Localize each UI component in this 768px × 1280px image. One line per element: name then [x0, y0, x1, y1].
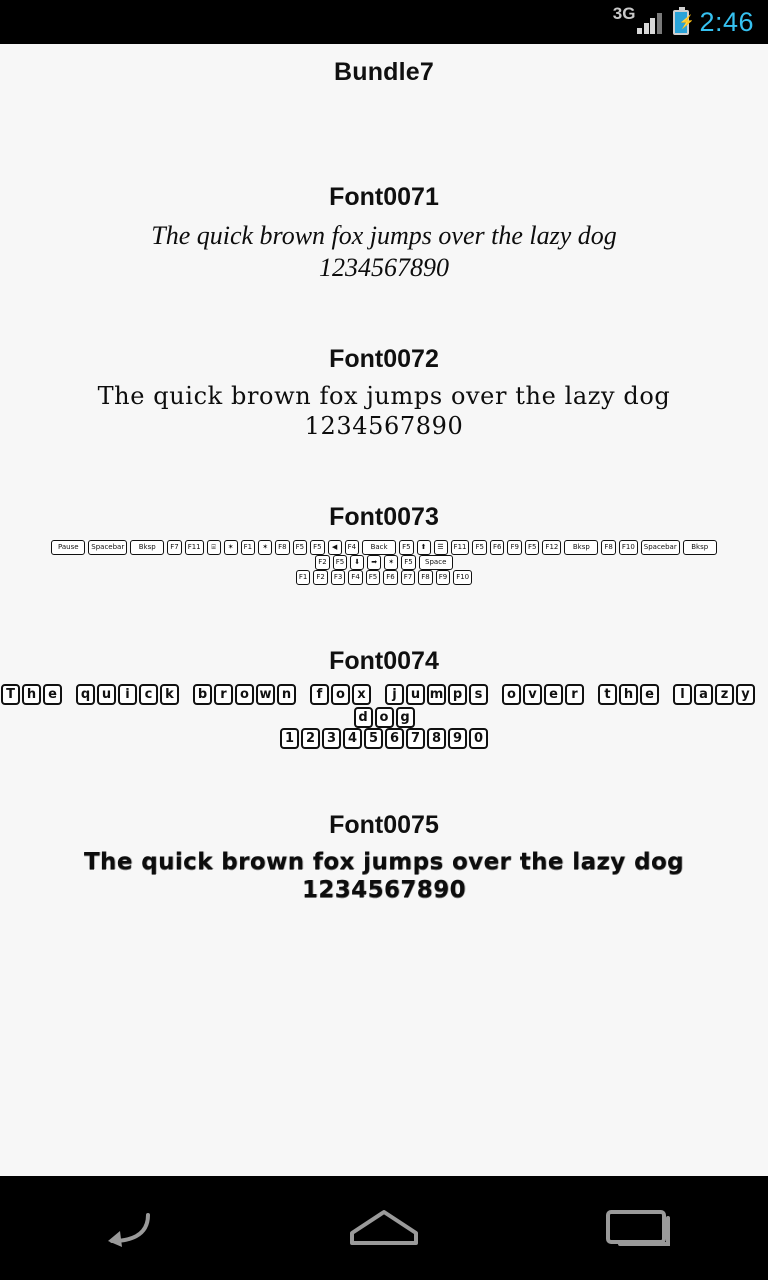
keycap-glyph: F4 [348, 570, 362, 585]
font-name-label: Font0072 [329, 345, 439, 374]
keycap-glyph: F8 [275, 540, 289, 555]
font-sample-text: The quick brown fox jumps over the lazy dog [83, 848, 685, 875]
keycap-glyph: T [1, 684, 20, 705]
keycap-glyph: e [43, 684, 62, 705]
font-preview-scroll-area[interactable] [0, 44, 768, 1176]
font-name-label: Font0074 [329, 646, 439, 675]
list-item[interactable] [0, 183, 768, 283]
system-navigation-bar [0, 1176, 768, 1280]
keycap-glyph: F9 [507, 540, 521, 555]
keycap-glyph: 2 [301, 728, 320, 749]
keycap-glyph: b [193, 684, 212, 705]
back-button[interactable] [68, 1193, 188, 1263]
keycap-glyph: Space [419, 555, 453, 570]
keycap-glyph: u [97, 684, 116, 705]
font-sample-text [0, 684, 768, 728]
keycap-glyph: ⬇ [350, 555, 364, 570]
keycap-glyph: F7 [401, 570, 415, 585]
signal-bars-icon [637, 10, 663, 34]
list-item[interactable] [0, 503, 768, 585]
keycap-glyph: m [427, 684, 446, 705]
keycap-glyph: Spacebar [88, 540, 127, 555]
keycap-glyph: r [565, 684, 584, 705]
keycap-glyph: F5 [472, 540, 486, 555]
font-name-label: Font0075 [329, 810, 439, 839]
recents-button[interactable] [580, 1193, 700, 1263]
keycap-glyph: 3 [322, 728, 341, 749]
keycap-glyph: Bksp [683, 540, 717, 555]
font-sample-text [0, 540, 768, 555]
keycap-glyph: c [139, 684, 158, 705]
keycap-glyph: 9 [448, 728, 467, 749]
keycap-glyph: Spacebar [641, 540, 680, 555]
keycap-glyph: z [715, 684, 734, 705]
keycap-glyph: o [235, 684, 254, 705]
keycap-glyph: a [694, 684, 713, 705]
keycap-glyph: f [310, 684, 329, 705]
keycap-glyph: F5 [399, 540, 413, 555]
keycap-glyph: ✶ [384, 555, 398, 570]
keycap-glyph: F12 [542, 540, 561, 555]
keycap-glyph: t [598, 684, 617, 705]
network-type-label: 3G [612, 4, 636, 23]
status-clock: 2:46 [699, 6, 754, 37]
font-sample-digits: 1234567890 [301, 877, 467, 904]
keycap-glyph: 5 [364, 728, 383, 749]
keycap-glyph: q [76, 684, 95, 705]
keycap-glyph: e [544, 684, 563, 705]
keycap-glyph: o [502, 684, 521, 705]
keycap-glyph: p [448, 684, 467, 705]
keycap-glyph: F5 [525, 540, 539, 555]
keycap-glyph: s [469, 684, 488, 705]
font-sample-digits: 1234567890 [304, 411, 464, 440]
keycap-glyph: F5 [401, 555, 415, 570]
keycap-glyph: Bksp [564, 540, 598, 555]
keycap-glyph: h [619, 684, 638, 705]
keycap-glyph: 1 [280, 728, 299, 749]
keycap-glyph: ⬆ [417, 540, 431, 555]
keycap-glyph: F5 [366, 570, 380, 585]
keycap-glyph: F11 [451, 540, 470, 555]
keycap-glyph: i [118, 684, 137, 705]
keycap-glyph: g [396, 707, 415, 728]
keycap-glyph: w [256, 684, 275, 705]
keycap-glyph: F9 [436, 570, 450, 585]
keycap-glyph: ◀ [328, 540, 342, 555]
keycap-glyph: F5 [333, 555, 347, 570]
font-sample-text: The quick brown fox jumps over the lazy dog [97, 382, 671, 411]
font-sample-text: The quick brown fox jumps over the lazy dog [151, 221, 617, 250]
keycap-glyph: F8 [601, 540, 615, 555]
keycap-glyph: F4 [345, 540, 359, 555]
keycap-glyph: o [375, 707, 394, 728]
font-name-label: Font0071 [329, 183, 439, 211]
list-item[interactable] [0, 345, 768, 441]
keycap-glyph: 6 [385, 728, 404, 749]
keycap-glyph: v [523, 684, 542, 705]
keycap-glyph: F8 [418, 570, 432, 585]
keycap-glyph: ➡ [367, 555, 381, 570]
keycap-glyph: F6 [383, 570, 397, 585]
keycap-glyph: Bksp [130, 540, 164, 555]
battery-charging-icon: ⚡ [673, 10, 689, 35]
keycap-glyph: h [22, 684, 41, 705]
font-sample-digits [0, 570, 768, 585]
keycap-glyph: F3 [331, 570, 345, 585]
keycap-glyph: n [277, 684, 296, 705]
font-name-label: Font0073 [329, 502, 439, 531]
keycap-glyph: F11 [185, 540, 204, 555]
keycap-glyph: y [736, 684, 755, 705]
font-list [0, 183, 768, 904]
keycap-glyph: ☰ [434, 540, 448, 555]
keycap-glyph: ✶ [258, 540, 272, 555]
keycap-glyph: u [406, 684, 425, 705]
keycap-glyph: o [331, 684, 350, 705]
keycap-glyph: r [214, 684, 233, 705]
keycap-glyph: ⌸ [207, 540, 221, 555]
keycap-glyph: 4 [343, 728, 362, 749]
keycap-glyph: Back [362, 540, 396, 555]
keycap-glyph: 8 [427, 728, 446, 749]
keycap-glyph: F2 [315, 555, 329, 570]
keycap-glyph: F1 [296, 570, 310, 585]
keycap-glyph: F5 [310, 540, 324, 555]
font-sample-digits [0, 728, 768, 749]
keycap-glyph: 0 [469, 728, 488, 749]
keycap-glyph: k [160, 684, 179, 705]
keycap-glyph: l [673, 684, 692, 705]
keycap-glyph: F1 [241, 540, 255, 555]
home-button[interactable] [324, 1193, 444, 1263]
keycap-glyph: x [352, 684, 371, 705]
keycap-glyph: ✶ [224, 540, 238, 555]
keycap-glyph: j [385, 684, 404, 705]
list-item[interactable] [0, 811, 768, 904]
status-bar [0, 0, 768, 44]
keycap-glyph: F2 [313, 570, 327, 585]
page-title: Bundle7 [333, 58, 435, 86]
keycap-glyph: d [354, 707, 373, 728]
font-sample-digits: 1234567890 [319, 252, 449, 282]
keycap-glyph: F6 [490, 540, 504, 555]
list-item[interactable] [0, 647, 768, 749]
keycap-glyph: F10 [453, 570, 472, 585]
keycap-glyph: 7 [406, 728, 425, 749]
font-sample-text-2 [0, 555, 768, 570]
keycap-glyph: F5 [293, 540, 307, 555]
keycap-glyph: F7 [167, 540, 181, 555]
keycap-glyph: F10 [619, 540, 638, 555]
keycap-glyph: e [640, 684, 659, 705]
keycap-glyph: Pause [51, 540, 85, 555]
